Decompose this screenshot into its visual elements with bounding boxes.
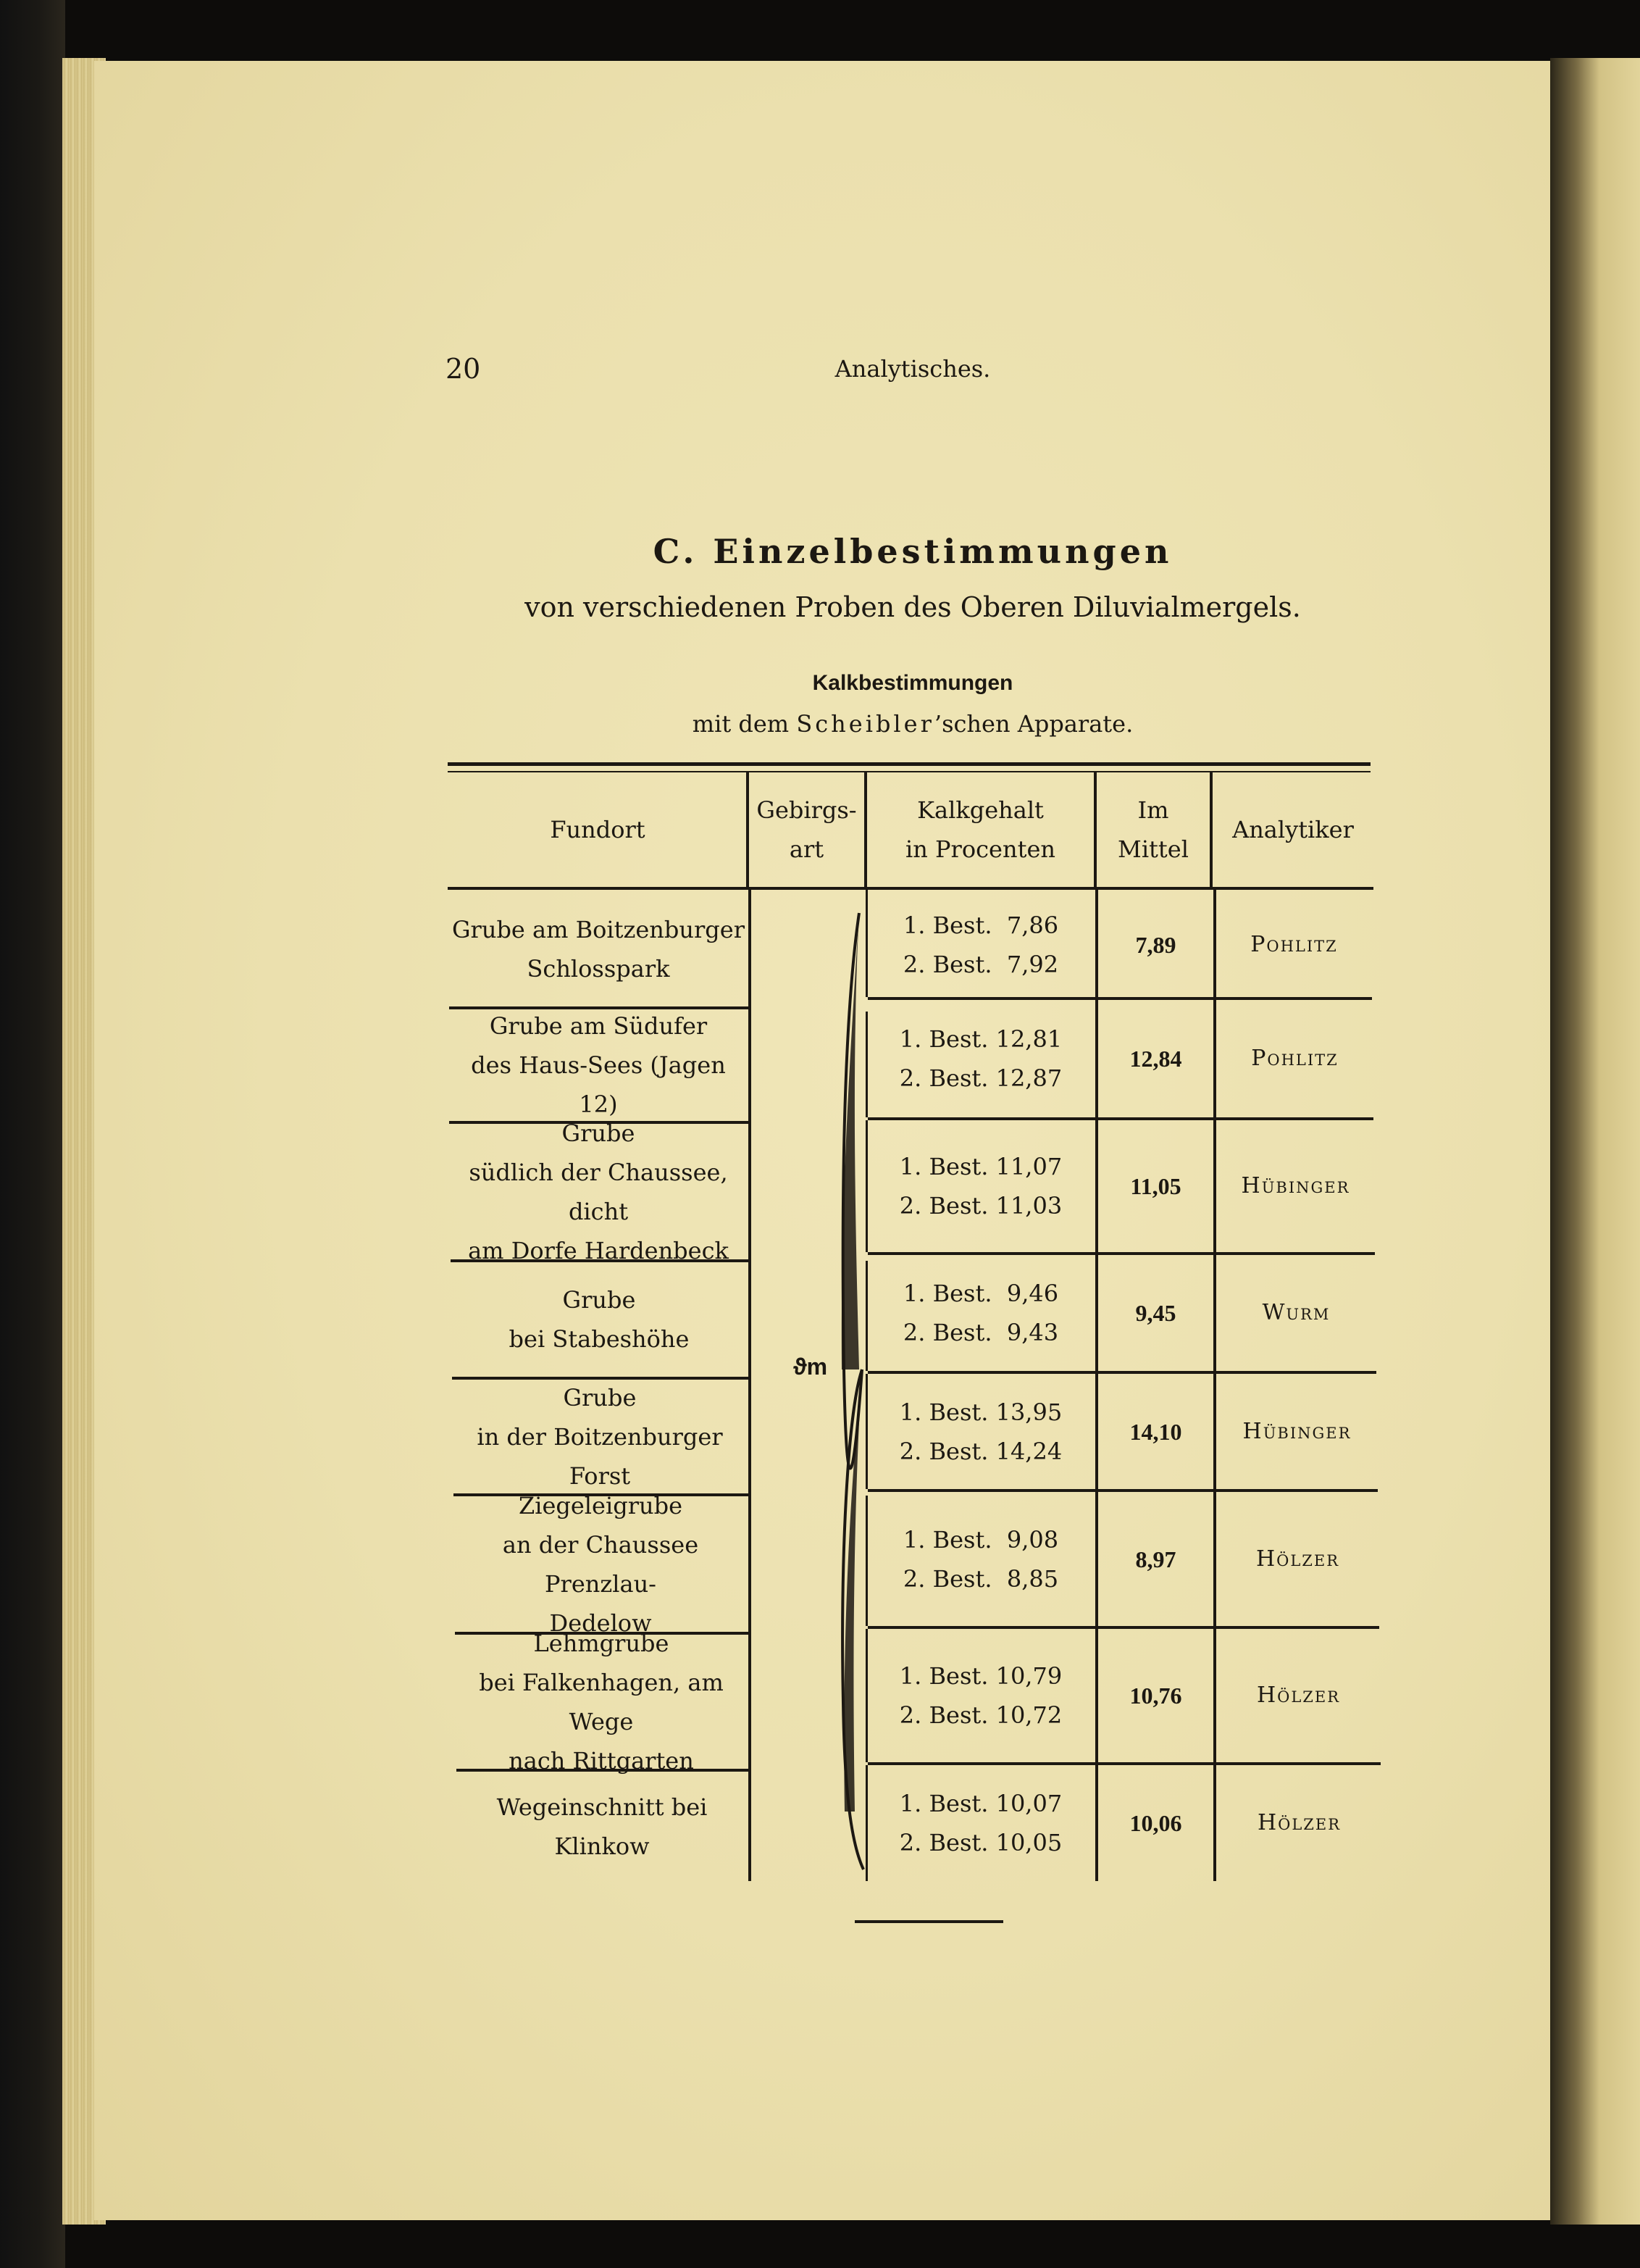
table-row-fundort (456, 1772, 748, 1881)
header-kalkgehalt-line1: Kalkgehalt (917, 796, 1044, 824)
fundort-line: Grube (563, 1383, 637, 1412)
gebirgsart-brace (797, 906, 869, 1877)
header-kalkgehalt (867, 772, 1094, 887)
best-1: 1. Best. 10,07 (899, 1790, 1063, 1817)
table-row-mittel: 12,84 (1129, 1046, 1182, 1072)
fundort-line: Schlosspark (527, 955, 670, 983)
table-subtitle-before: mit dem (692, 710, 797, 738)
table-row-analytiker: Hölzer (1257, 1810, 1342, 1835)
fundort-line: Grube am Südufer (489, 1012, 708, 1040)
best-2: 2. Best. 11,03 (899, 1192, 1063, 1220)
fundort-line: Grube (562, 1286, 636, 1314)
best-1: 1. Best. 10,79 (899, 1662, 1063, 1690)
best-1: 1. Best. 9,08 (903, 1525, 1059, 1554)
header-gebirgsart (749, 772, 864, 887)
table-row-best (868, 893, 1094, 997)
fundort-line: Dedelow (549, 1609, 652, 1637)
table-row-fundort (451, 1262, 748, 1377)
table-row-best (868, 1255, 1094, 1371)
table-row-mittel: 10,76 (1129, 1683, 1182, 1709)
header-mittel-line2: Mittel (1118, 835, 1189, 863)
header-kalkgehalt-line2: in Procenten (905, 835, 1055, 863)
fundort-line: Klinkow (554, 1832, 650, 1860)
table-row-analytiker: Hölzer (1256, 1683, 1341, 1708)
fundort-line: am Dorfe Hardenbeck (468, 1236, 729, 1264)
gebirgsart-value: ϑm (793, 1354, 828, 1380)
best-2: 2. Best. 7,92 (903, 951, 1059, 978)
table-row-best (868, 1120, 1094, 1252)
table-row-mittel: 9,45 (1135, 1300, 1176, 1326)
fundort-line: Grube am Boitzenburger (451, 916, 745, 943)
best-2: 2. Best. 9,43 (903, 1319, 1059, 1346)
table-row-fundort (453, 1491, 748, 1637)
best-2: 2. Best. 8,85 (903, 1564, 1059, 1593)
table-row-best (868, 1374, 1094, 1489)
section-title: C. Einzelbestimmungen (653, 532, 1173, 571)
best-1: 1. Best. 9,46 (903, 1280, 1059, 1307)
table-row-best (868, 1000, 1094, 1117)
fundort-line: südlich der Chaussee, dicht (469, 1158, 728, 1225)
table-row-mittel: 11,05 (1130, 1173, 1181, 1199)
best-2: 2. Best. 12,87 (899, 1064, 1063, 1092)
fundort-line: Ziegeleigrube (518, 1491, 683, 1519)
table-row-mittel: 8,97 (1135, 1546, 1176, 1572)
table-row-analytiker: Pohlitz (1251, 1046, 1339, 1071)
fundort-line: des Haus-Sees (Jagen 12) (471, 1051, 726, 1118)
table-row-best (868, 1492, 1094, 1626)
header-gebirgsart-line1: Gebirgs- (756, 796, 857, 824)
table-row-analytiker: Hölzer (1255, 1546, 1340, 1572)
table-subtitle-after: ’schen Apparate. (934, 710, 1134, 738)
table-row-best (868, 1765, 1094, 1881)
table-row-mittel: 14,10 (1129, 1418, 1182, 1445)
section-subtitle: von verschiedenen Proben des Oberen Diluvialmergels. (524, 591, 1301, 623)
page-number: 20 (445, 353, 481, 385)
header-mittel (1097, 772, 1210, 887)
table-row-analytiker: Wurm (1262, 1300, 1331, 1325)
table-row-fundort (455, 1629, 748, 1775)
fundort-line: Wegeinschnitt bei (496, 1793, 708, 1821)
fundort-line: Lehmgrube (533, 1629, 669, 1657)
table-row-analytiker: Hübinger (1242, 1418, 1352, 1444)
table-subtitle-name: Scheibler (796, 710, 934, 738)
fundort-line: bei Stabeshöhe (509, 1325, 690, 1353)
table-row-fundort (452, 1380, 748, 1493)
header-mittel-line1: Im (1137, 796, 1169, 824)
best-1: 1. Best. 12,81 (899, 1025, 1063, 1053)
best-1: 1. Best. 13,95 (899, 1398, 1063, 1426)
table-row-analytiker: Hübinger (1241, 1173, 1350, 1198)
best-2: 2. Best. 14,24 (899, 1437, 1063, 1465)
best-1: 1. Best. 7,86 (903, 912, 1059, 939)
fundort-line: an der Chaussee Prenzlau- (502, 1530, 699, 1598)
table-row-best (868, 1629, 1094, 1762)
fundort-line: bei Falkenhagen, am Wege (479, 1668, 724, 1735)
table-row-analytiker: Pohlitz (1250, 932, 1338, 957)
header-gebirgsart-line2: art (789, 835, 824, 863)
table-row-fundort (449, 1009, 748, 1121)
table-row-mittel: 10,06 (1129, 1810, 1182, 1836)
best-2: 2. Best. 10,72 (899, 1701, 1063, 1729)
table-row-fundort (449, 1119, 748, 1264)
header-bottom-rule (448, 887, 1373, 890)
table-row-mittel: 7,89 (1135, 932, 1176, 958)
fundort-line: in der Boitzenburger Forst (477, 1422, 723, 1490)
book-spine (0, 0, 65, 2268)
end-rule (855, 1920, 1003, 1923)
fundort-line: nach Rittgarten (509, 1746, 694, 1775)
facing-page-edge (1550, 58, 1640, 2225)
running-head: Analytisches. (834, 355, 991, 383)
top-rule-thick (448, 762, 1371, 766)
best-1: 1. Best. 11,07 (899, 1153, 1063, 1180)
header-analytiker: Analytiker (1232, 816, 1354, 843)
fundort-line: Grube (561, 1119, 635, 1147)
table-title: Kalkbestimmungen (812, 671, 1013, 695)
best-2: 2. Best. 10,05 (899, 1829, 1063, 1856)
header-fundort: Fundort (550, 816, 645, 843)
fundort-divider (748, 890, 751, 1881)
table-subtitle (580, 710, 1246, 738)
table-row-fundort (449, 893, 748, 1006)
